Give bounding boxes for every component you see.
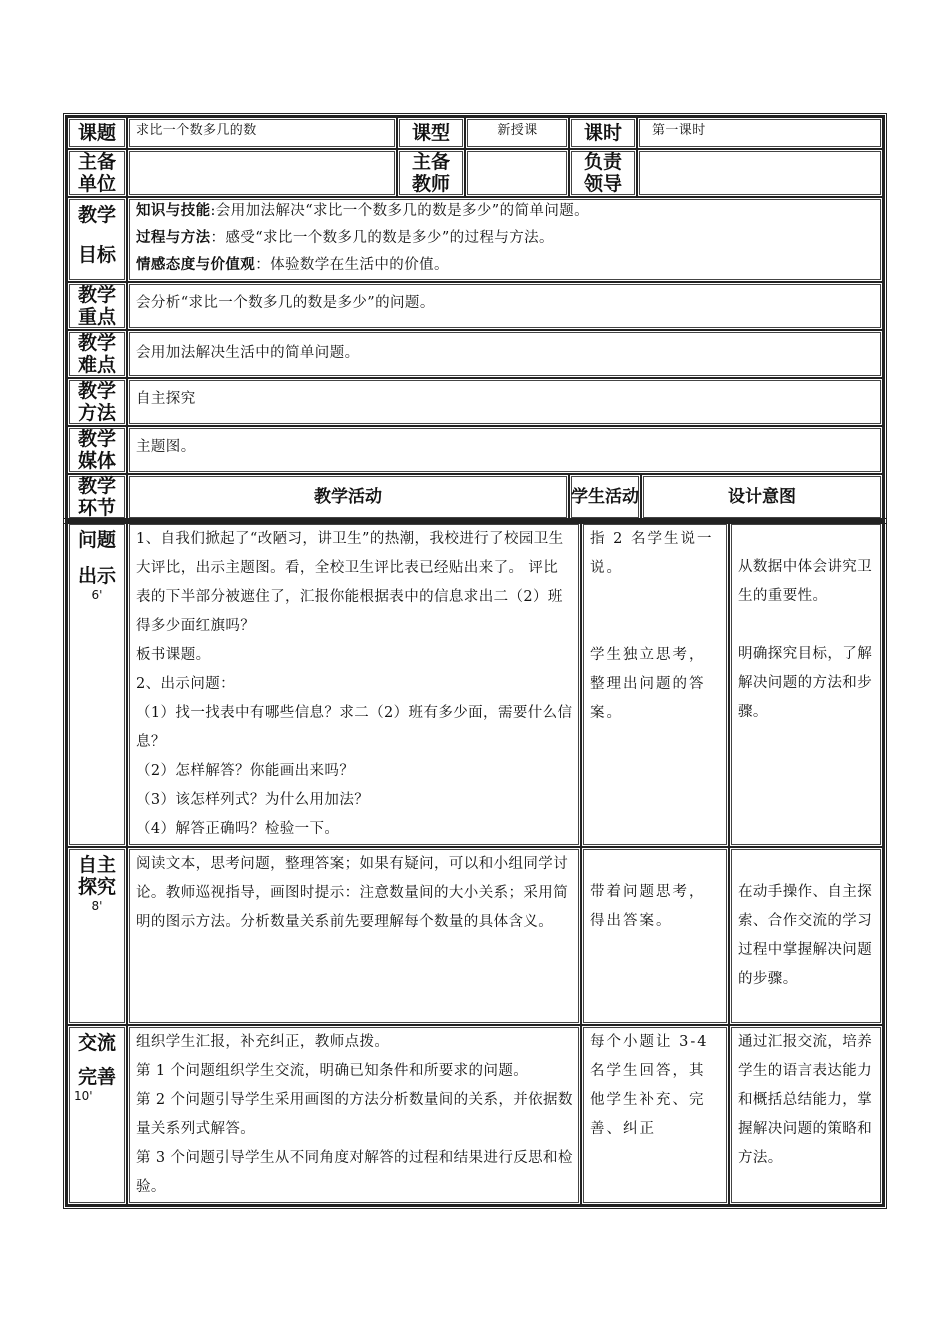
stage-row-1: [67, 522, 883, 847]
student-column-header: 学生活动: [569, 474, 641, 520]
stage-2-activity: 阅读文本，思考问题，整理答案；如果有疑问，可以和小组同学讨论。教师巡视指导，画图时提示：注意数量间的大小关系；采用简明的图示方法。分析数量关系前先要理解每个数量的具体含义。: [127, 847, 581, 1025]
topic-row: [67, 117, 883, 149]
objective-process: 过程与方法：感受“求比一个数多几的数是多少”的过程与方法。: [136, 230, 554, 246]
stage-2-intent: 在动手操作、自主探索、合作交流的学习过程中掌握解决问题的步骤。: [729, 847, 883, 1025]
media-text: 主题图。: [127, 426, 883, 474]
objectives-content: [127, 197, 883, 282]
objectives-label-line1: 教学: [77, 204, 116, 226]
teacher-label-line2: 教师: [411, 173, 450, 195]
stage-column-label: 教学 环节: [67, 474, 127, 520]
unit-value: [127, 149, 397, 197]
difficulty-text: 会用加法解决生活中的简单问题。: [127, 330, 883, 378]
method-label: 教学 方法: [67, 378, 127, 426]
teacher-value: [465, 149, 569, 197]
lesson-type-label: 课型: [397, 117, 465, 149]
difficulty-label: 教学 难点: [67, 330, 127, 378]
focus-row: [67, 282, 883, 330]
unit-label-line2: 单位: [77, 173, 116, 195]
stage-3-label: 交流 完善 10': [67, 1025, 127, 1205]
media-row: [67, 426, 883, 474]
lesson-plan-table: [66, 116, 884, 521]
stage-row-2: [67, 847, 883, 1025]
focus-label: 教学 重点: [67, 282, 127, 330]
stage-2-time: 8': [91, 899, 103, 913]
staff-row: [67, 149, 883, 197]
media-label: 教学 媒体: [67, 426, 127, 474]
leader-label-line1: 负责: [583, 151, 622, 173]
method-text: 自主探究: [127, 378, 883, 426]
objectives-row: [67, 197, 883, 282]
intent-column-header: 设计意图: [641, 474, 883, 520]
stage-row-3: [67, 1025, 883, 1205]
teacher-label: [397, 149, 465, 197]
period-label: 课时: [569, 117, 637, 149]
stage-3-student: 每个小题让 3-4 名学生回答，其他学生补充、完善、纠正: [581, 1025, 729, 1205]
stage-1-student: 指 2 名学生说一说。 学生独立思考，整理出问题的答案。: [581, 522, 729, 847]
method-row: [67, 378, 883, 426]
stage-1-time: 6': [91, 588, 103, 602]
teacher-label-line1: 主备: [411, 151, 450, 173]
difficulty-row: [67, 330, 883, 378]
stage-1-activity: 1、自我们掀起了“改陋习，讲卫生”的热潮，我校进行了校园卫生大评比，出示主题图。看，全校卫生评比表已经贴出来了。 评比表的下半部分被遮住了，汇报你能根据表中的信息求出二（2）班得多少面红旗吗？ 板书课题。 2、出示问题： （1）找一找表中有哪些信息？求二（2）班有多少面，需要什么信息？ （2）怎样解答？你能画出来吗？ （3）该怎样列式？为什么用加法？ （4）解答正确吗？检验一下。: [127, 522, 581, 847]
objective-attitude: 情感态度与价值观：体验数学在生活中的价值。: [136, 257, 449, 273]
leader-value: [637, 149, 883, 197]
stage-3-time: 10': [74, 1089, 93, 1103]
stage-2-label: 自主 探究 8': [67, 847, 127, 1025]
stage-1-label: 问题 出示 6': [67, 522, 127, 847]
leader-label: [569, 149, 637, 197]
objectives-label-line2: 目标: [77, 244, 116, 266]
stage-1-intent: 从数据中体会讲究卫生的重要性。 明确探究目标，了解解决问题的方法和步骤。: [729, 522, 883, 847]
stage-3-activity: 组织学生汇报，补充纠正，教师点拨。 第 1 个问题组织学生交流，明确已知条件和所要求的问题。 第 2 个问题引导学生采用画图的方法分析数量间的关系，并依据数量关系列式解答。 第 3 个问题引导学生从不同角度对解答的过程和结果进行反思和检验。: [127, 1025, 581, 1205]
lesson-type-value: 新授课: [465, 117, 569, 149]
stage-3-intent: 通过汇报交流，培养学生的语言表达能力和概括总结能力，掌握解决问题的策略和方法。: [729, 1025, 883, 1205]
unit-label-line1: 主备: [77, 151, 116, 173]
unit-label: [67, 149, 127, 197]
lesson-plan-sheet: [66, 116, 882, 1206]
topic-label: 课题: [67, 117, 127, 149]
topic-value: 求比一个数多几的数: [127, 117, 397, 149]
leader-label-line2: 领导: [583, 173, 622, 195]
objectives-label: [67, 197, 127, 282]
activity-column-header: 教学活动: [127, 474, 569, 520]
objective-knowledge: 知识与技能:会用加法解决“求比一个数多几的数是多少”的简单问题。: [136, 203, 590, 219]
period-value: 第一课时: [637, 117, 883, 149]
process-header-row: [67, 474, 883, 520]
stage-2-student: 带着问题思考，得出答案。: [581, 847, 729, 1025]
process-table: [66, 521, 884, 1206]
focus-text: 会分析“求比一个数多几的数是多少”的问题。: [127, 282, 883, 330]
